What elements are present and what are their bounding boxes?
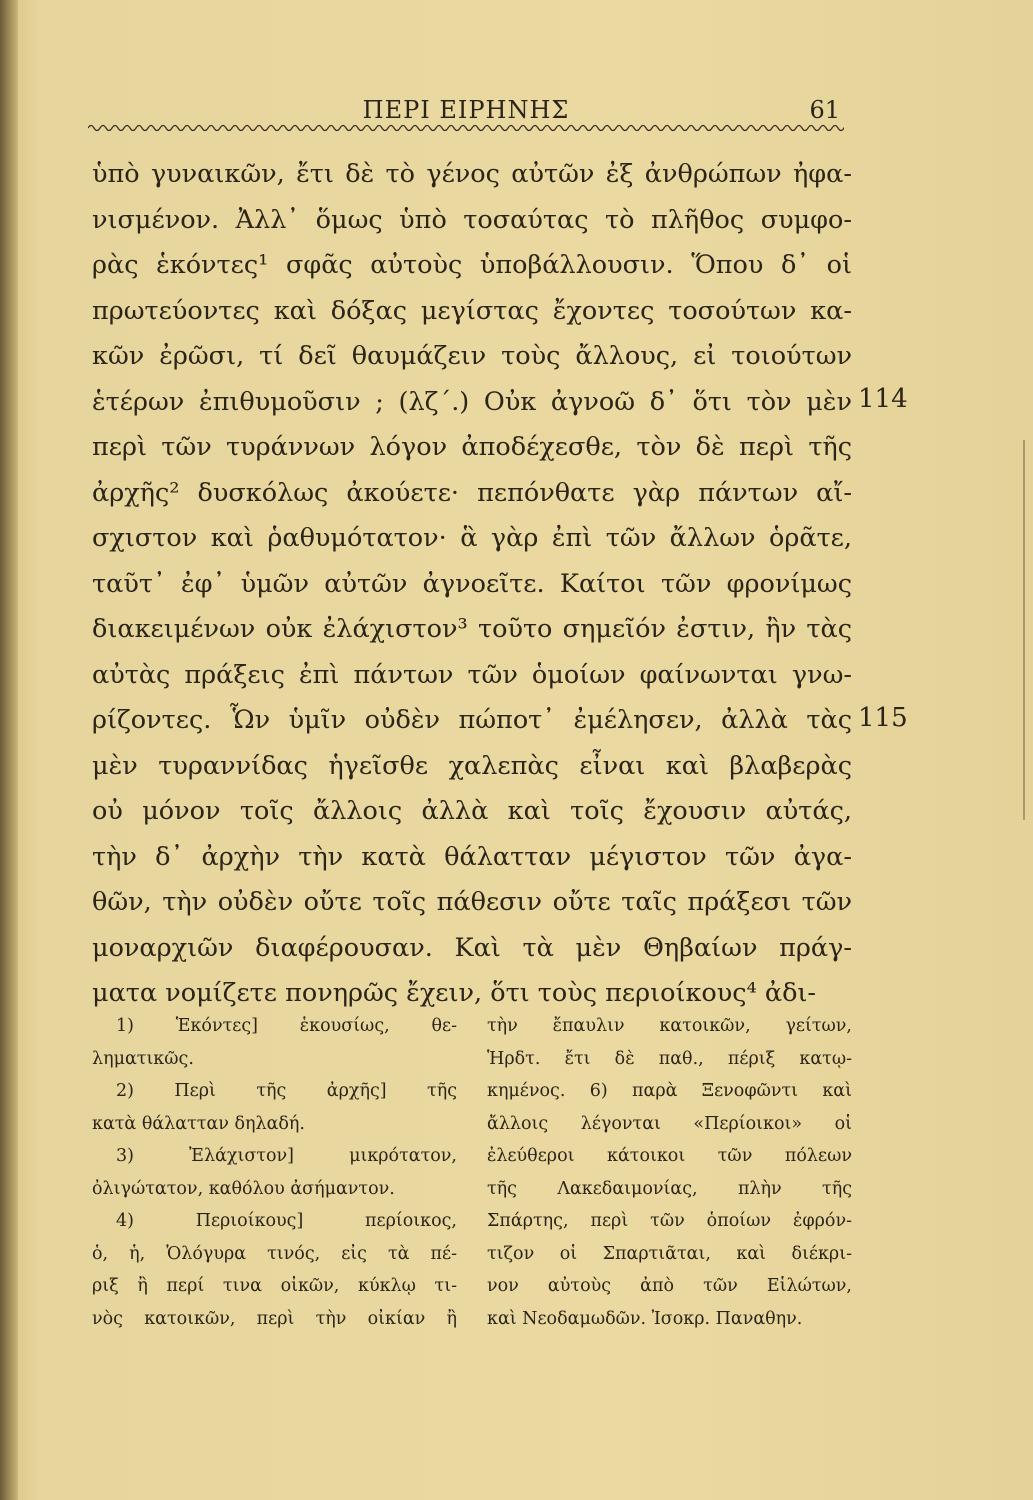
main-text-block <box>92 152 852 1017</box>
text-line: ἑτέρων ἐπιθυμοῦσιν ; (λζ΄.) Οὐκ ἀγνοῶ δ᾽ ὅτι τὸν μὲν <box>92 386 852 417</box>
footnote-line: τιζον οἱ Σπαρτιᾶται, καὶ διέκρι- <box>487 1243 852 1264</box>
text-line: μὲν τυραννίδας ἡγεῖσθε χαλεπὰς εἶναι καὶ βλαβερὰς <box>92 750 852 781</box>
footnote-line: 2) Περὶ τῆς ἀρχῆς] τῆς <box>116 1081 457 1101</box>
footnote-line: Σπάρτης, περὶ τῶν ὁποίων ἐφρόν- <box>487 1211 852 1231</box>
footnotes-right-column <box>487 1010 852 1335</box>
margin-section-number: 115 <box>858 703 908 733</box>
text-line: πρωτεύοντες καὶ δόξας μεγίστας ἔχοντες τοσούτων κα- <box>92 295 852 326</box>
decorative-wavy-rule <box>88 122 844 134</box>
footnotes-left-column <box>92 1010 457 1335</box>
page-number: 61 <box>809 96 840 124</box>
text-line: ματα νομίζετε πονηρῶς ἔχειν, ὅτι τοὺς περιοίκους⁴ ἀδι- <box>92 978 817 1008</box>
text-line: τὴν δ᾽ ἀρχὴν τὴν κατὰ θάλατταν μέγιστον τῶν ἀγα- <box>92 841 852 872</box>
book-spine-shadow <box>0 0 18 1500</box>
running-title: ΠΕΡΙ ΕΙΡΗΝΗΣ <box>362 96 570 124</box>
text-line: ὑπὸ γυναικῶν, ἔτι δὲ τὸ γένος αὐτῶν ἐξ ἀνθρώπων ἠφα- <box>92 159 852 189</box>
text-line: ρὰς ἑκόντες¹ σφᾶς αὐτοὺς ὑποβάλλουσιν. Ὅπου δ᾽ οἱ <box>92 250 852 280</box>
footnote-line: 1) Ἑκόντες] ἑκουσίως, θε- <box>116 1016 457 1036</box>
footnote-line: 3) Ἐλάχιστον] μικρότατον, <box>116 1146 457 1166</box>
text-line: θῶν, τὴν οὐδὲν οὔτε τοῖς πάθεσιν οὔτε ταῖς πράξεσι τῶν <box>92 887 852 917</box>
text-line: σχιστον καὶ ῥαθυμότατον· ἃ γὰρ ἐπὶ τῶν ἄλλων ὁρᾶτε, <box>92 523 852 553</box>
page-edge-marks <box>1023 440 1033 820</box>
footnote-line: κημένος. 6) παρὰ Ξενοφῶντι καὶ <box>487 1081 852 1101</box>
text-line: διακειμένων οὐκ ἐλάχιστον³ τοῦτο σημεῖόν ἐστιν, ἢν τὰς <box>92 614 852 644</box>
text-line: νισμένον. Ἀλλ᾽ ὅμως ὑπὸ τοσαύτας τὸ πλῆθος συμφο- <box>92 204 852 235</box>
footnote-line: νον αὐτοὺς ἀπὸ τῶν Εἱλώτων, <box>487 1276 852 1296</box>
footnote-line: ὁ, ἡ, Ὁλόγυρα τινός, εἰς τὰ πέ- <box>92 1243 457 1264</box>
text-line: αὐτὰς πράξεις ἐπὶ πάντων τῶν ὁμοίων φαίνωνται γνω- <box>92 659 852 690</box>
footnote-line: ὀλιγώτατον, καθόλου ἀσήμαντον. <box>92 1178 395 1199</box>
text-line: περὶ τῶν τυράννων λόγον ἀποδέχεσθε, τὸν δὲ περὶ τῆς <box>92 432 852 462</box>
text-line: ρίζοντες. Ὧν ὑμῖν οὐδὲν πώποτ᾽ ἐμέλησεν, ἀλλὰ τὰς <box>92 705 852 735</box>
footnote-line: Ἡρδτ. ἔτι δὲ παθ., πέριξ κατῳ- <box>487 1048 852 1069</box>
footnote-line: τῆς Λακεδαιμονίας, πλὴν τῆς <box>487 1178 852 1199</box>
margin-section-number: 114 <box>858 384 908 414</box>
footnote-line: καὶ Νεοδαμωδῶν. Ἰσοκρ. Παναθην. <box>487 1308 803 1329</box>
footnote-line: ἄλλοις λέγονται «Περίοικοι» οἱ <box>487 1113 852 1134</box>
footnote-line: νὸς κατοικῶν, περὶ τὴν οἰκίαν ἢ <box>92 1308 457 1329</box>
footnote-line: ριξ ἢ περί τινα οἰκῶν, κύκλῳ τι- <box>92 1276 457 1296</box>
text-line: κῶν ἐρῶσι, τί δεῖ θαυμάζειν τοὺς ἄλλους, εἰ τοιούτων <box>92 341 852 371</box>
text-line: οὐ μόνον τοῖς ἄλλοις ἀλλὰ καὶ τοῖς ἔχουσιν αὐτάς, <box>92 796 852 826</box>
text-line: ταῦτ᾽ ἐφ᾽ ὑμῶν αὐτῶν ἀγνοεῖτε. Καίτοι τῶν φρονίμως <box>92 568 852 599</box>
text-line: μοναρχιῶν διαφέρουσαν. Καὶ τὰ μὲν Θηβαίων πράγ- <box>92 932 852 963</box>
text-line: ἀρχῆς² δυσκόλως ἀκούετε· πεπόνθατε γὰρ πάντων αἴ- <box>92 477 852 508</box>
footnote-line: 4) Περιοίκους] περίοικος, <box>116 1211 457 1231</box>
footnote-line: ληματικῶς. <box>92 1048 194 1069</box>
footnote-line: κατὰ θάλατταν δηλαδή. <box>92 1113 305 1134</box>
footnote-line: τὴν ἔπαυλιν κατοικῶν, γείτων, <box>487 1016 852 1036</box>
footnote-line: ἐλεύθεροι κάτοικοι τῶν πόλεων <box>487 1146 852 1166</box>
